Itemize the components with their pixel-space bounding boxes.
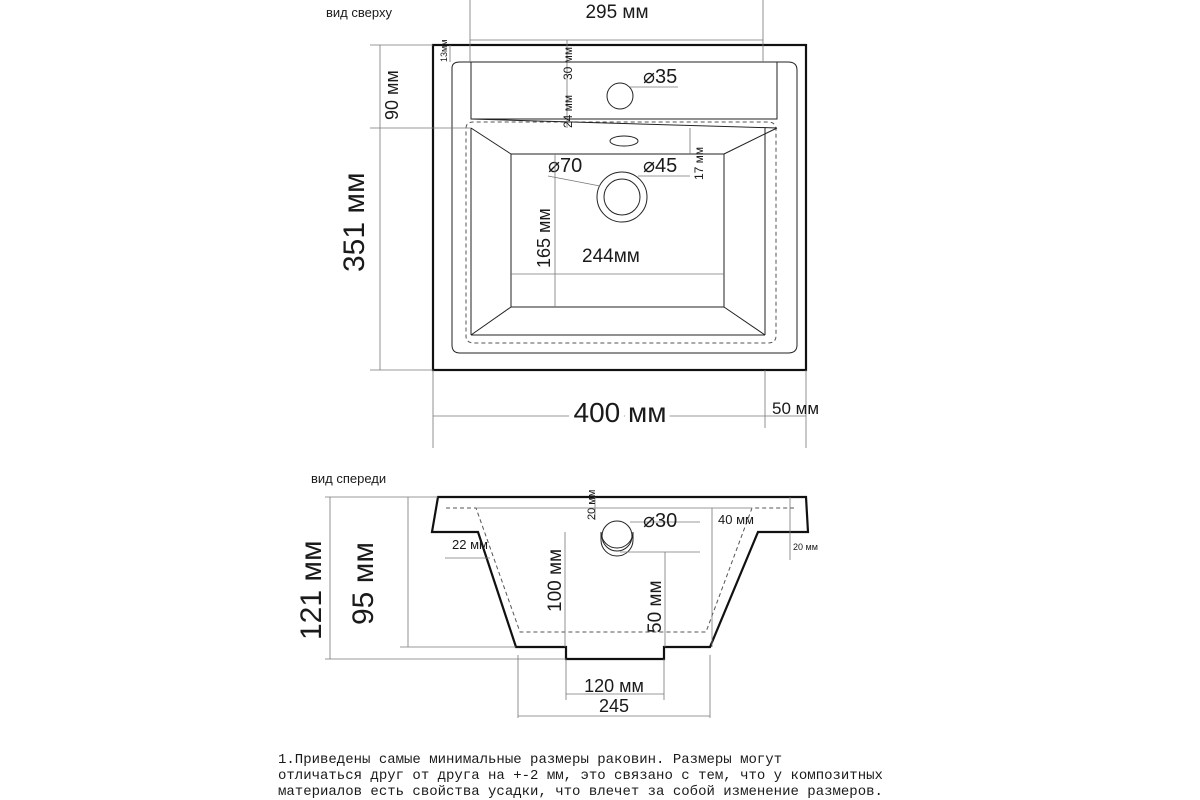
top-view-caption: вид сверху — [326, 5, 392, 20]
dim-50-front: 50 мм — [645, 580, 666, 633]
hole-30: ⌀30 — [643, 510, 678, 532]
dim-95: 95 мм — [347, 542, 380, 625]
dim-17: 17 мм — [692, 146, 706, 180]
dim-20-top: 20 мм — [586, 489, 598, 520]
dim-100: 100 мм — [545, 548, 566, 612]
sink-outline-top — [433, 45, 806, 370]
front-view — [295, 471, 818, 718]
overflow-hole — [601, 532, 633, 556]
dim-50: 50 мм — [772, 399, 820, 418]
dim-22: 22 мм — [452, 537, 488, 552]
dim-295: 295 мм — [585, 2, 649, 23]
rim-outline — [452, 62, 797, 353]
tap-deck — [471, 62, 777, 119]
dim-120: 120 мм — [584, 676, 644, 696]
deck-edge — [471, 119, 777, 128]
hole-45: ⌀45 — [643, 155, 678, 177]
bowl-slope — [471, 307, 511, 335]
dim-30: 30 мм — [561, 46, 575, 80]
dim-24: 24 мм — [561, 94, 575, 128]
bowl-slope — [724, 128, 777, 154]
hole-35: ⌀35 — [643, 66, 678, 88]
bowl-slope — [724, 307, 765, 335]
dim-20-side: 20 мм — [793, 542, 818, 552]
dim-13: 13мм — [439, 39, 449, 62]
overflow-slot — [610, 136, 638, 146]
bowl-slope — [471, 128, 511, 154]
dim-121: 121 мм — [295, 540, 328, 640]
dim-165: 165 мм — [534, 208, 554, 268]
dim-40: 40 мм — [718, 512, 754, 527]
drain-inner — [604, 179, 640, 215]
dim-351: 351 мм — [338, 172, 371, 272]
tap-hole — [607, 83, 633, 109]
front-view-caption: вид спереди — [311, 471, 387, 486]
dim-244: 244мм — [582, 246, 640, 267]
top-view — [326, 0, 819, 448]
footnote: 1.Приведены самые минимальные размеры раковин. Размеры могут отличаться друг от друга на +-2 мм, это связано с тем, что у композитных материалов есть свойства усадки, что влечет за собой изменение размеров. — [278, 752, 883, 800]
dim-90: 90 мм — [382, 70, 402, 120]
dim-400: 400 мм — [573, 397, 667, 428]
bowl-dashed-outline — [466, 122, 776, 343]
hole-70: ⌀70 — [548, 155, 583, 177]
dim-245: 245 — [598, 696, 630, 716]
